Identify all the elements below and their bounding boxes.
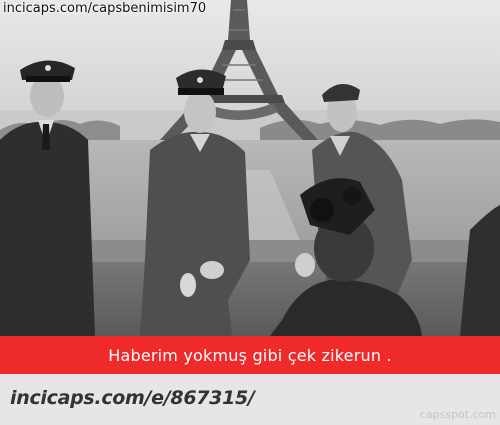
permalink-link[interactable]: incicaps.com/e/867315/ [10,387,255,409]
footer [0,374,500,425]
top-watermark: incicaps.com/capsbenimisim70 [3,1,207,16]
caption-bar [0,336,500,374]
brand-watermark: capsspot.com [419,408,496,421]
caption-text: Haberim yokmuş gibi çek zikerun . [108,345,392,365]
